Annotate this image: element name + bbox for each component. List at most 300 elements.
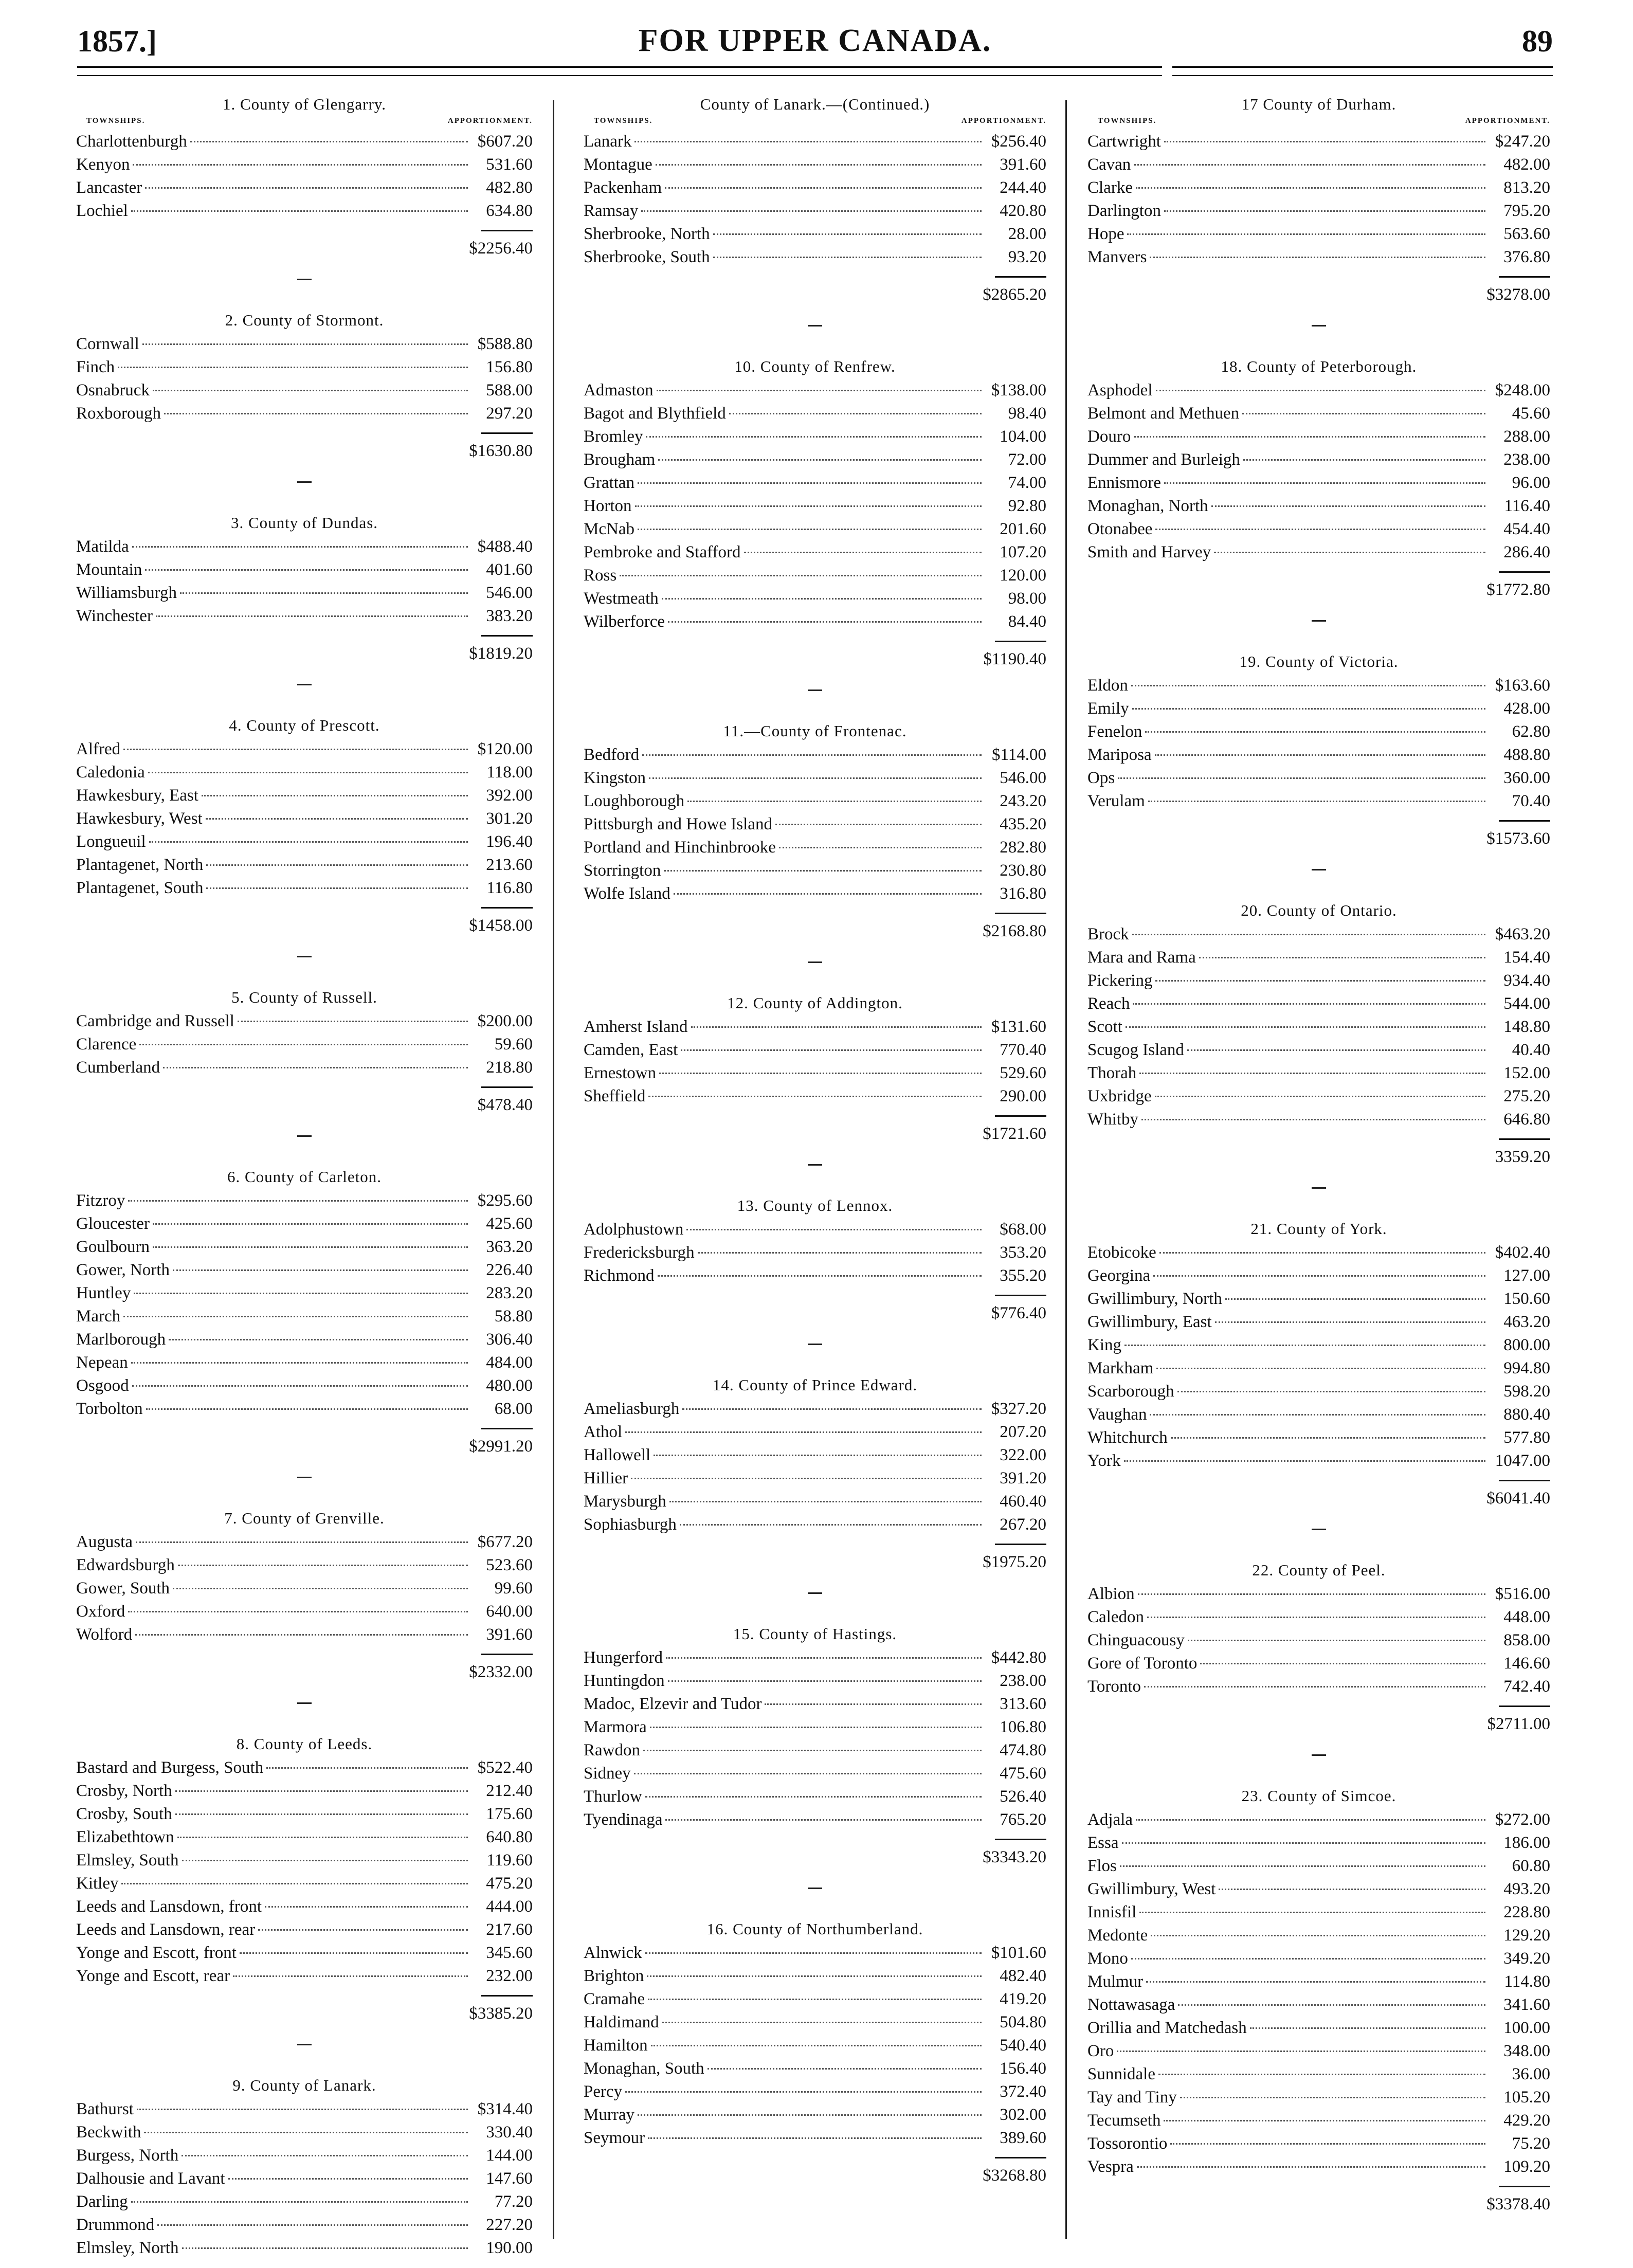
township-name: Darlington — [1087, 202, 1161, 220]
township-name: Marysburgh — [584, 1492, 666, 1511]
dot-leader — [1171, 1437, 1485, 1439]
dot-leader — [648, 2137, 982, 2139]
townships-heading: TOWNSHIPS. — [1098, 117, 1157, 125]
dot-leader — [634, 141, 982, 142]
table-row — [584, 1490, 1046, 1513]
dot-leader — [659, 1073, 982, 1074]
dot-leader — [1132, 934, 1485, 935]
table-row — [584, 767, 1046, 790]
apportionment-value: 127.00 — [1503, 1266, 1550, 1285]
total-rule — [995, 1839, 1046, 1840]
section-separator — [1312, 620, 1326, 622]
apportionment-value: $138.00 — [991, 381, 1046, 400]
county-total: $3343.20 — [983, 1848, 1046, 1866]
table-row — [584, 1988, 1046, 2011]
page-number: 89 — [1522, 24, 1553, 58]
county-title: 16. County of Northumberland. — [706, 1920, 923, 1938]
township-name: Gower, South — [76, 1579, 170, 1598]
total-rule — [481, 907, 533, 909]
apportionment-value: 60.80 — [1512, 1857, 1550, 1875]
township-name: Yonge and Escott, rear — [76, 1967, 230, 1985]
header-rule-right — [1172, 66, 1553, 76]
county-total: $2256.40 — [469, 239, 533, 258]
table-row — [76, 1010, 533, 1033]
dot-leader — [157, 2224, 468, 2226]
section-separator — [297, 279, 312, 280]
table-row — [584, 1085, 1046, 1108]
apportionment-value: 226.40 — [486, 1261, 533, 1279]
dot-leader — [1225, 1298, 1485, 1300]
township-name: Williamsburgh — [76, 584, 177, 602]
table-row — [76, 1189, 533, 1212]
table-row — [76, 2098, 533, 2121]
apportionment-value: 213.60 — [486, 856, 533, 874]
apportionment-value: 68.00 — [494, 1400, 533, 1418]
table-row — [76, 1600, 533, 1623]
apportionment-value: 119.60 — [486, 1851, 533, 1870]
township-name: Adjala — [1087, 1810, 1133, 1829]
apportionment-value: 634.80 — [486, 202, 533, 220]
table-row — [584, 813, 1046, 836]
total-rule — [1499, 1705, 1550, 1707]
total-rule — [1499, 1138, 1550, 1140]
table-row — [1087, 1380, 1550, 1403]
apportionment-value: 207.20 — [1000, 1423, 1046, 1441]
apportionment-value: 45.60 — [1512, 404, 1550, 423]
township-name: Cambridge and Russell — [76, 1012, 234, 1030]
table-row — [1087, 923, 1550, 946]
township-name: Clarke — [1087, 178, 1133, 197]
dot-leader — [1127, 233, 1485, 235]
table-row — [76, 1305, 533, 1328]
dot-leader — [233, 1975, 468, 1977]
county-title: County of Lanark.—(Continued.) — [700, 95, 930, 113]
county-total: $1573.60 — [1486, 829, 1550, 848]
apportionment-value: 238.00 — [1503, 450, 1550, 469]
county-section — [1087, 1787, 1550, 2216]
county-section — [584, 1920, 1046, 2187]
township-name: Marlborough — [76, 1330, 166, 1349]
column-3 — [1087, 95, 1550, 2234]
dot-leader — [648, 1096, 982, 1097]
dot-leader — [164, 413, 468, 414]
county-section — [76, 1509, 533, 1684]
dot-leader — [1145, 731, 1485, 733]
apportionment-value: 232.00 — [486, 1967, 533, 1985]
table-row — [76, 2237, 533, 2260]
apportionment-value: 96.00 — [1512, 474, 1550, 492]
county-total: $3268.80 — [983, 2166, 1046, 2185]
township-name: Gwillimbury, West — [1087, 1880, 1216, 1898]
section-separator — [808, 1164, 822, 1166]
apportionment-value: $101.60 — [991, 1944, 1046, 1962]
section-separator — [808, 325, 822, 326]
dot-leader — [265, 1906, 468, 1908]
table-row — [1087, 674, 1550, 697]
township-name: Ops — [1087, 769, 1115, 787]
dot-leader — [1118, 777, 1485, 779]
apportionment-value: 109.20 — [1503, 2157, 1550, 2176]
table-row — [76, 1351, 533, 1374]
county-total: 3359.20 — [1495, 1148, 1550, 1166]
township-name: Whitby — [1087, 1110, 1138, 1129]
dot-leader — [144, 2132, 468, 2133]
dot-leader — [654, 1455, 982, 1456]
county-section — [76, 716, 533, 937]
table-row — [76, 1398, 533, 1421]
apportionment-value: 40.40 — [1512, 1041, 1550, 1059]
township-name: Wolfe Island — [584, 884, 670, 903]
township-name: Thorah — [1087, 1064, 1137, 1082]
township-name: Edwardsburgh — [76, 1556, 175, 1574]
apportionment-value: 341.60 — [1503, 1995, 1550, 2014]
dot-leader — [681, 1049, 982, 1051]
section-separator — [1312, 1754, 1326, 1756]
apportionment-value: 480.00 — [486, 1376, 533, 1395]
apportionment-value: 363.20 — [486, 1238, 533, 1256]
township-name: Innisfil — [1087, 1903, 1137, 1921]
county-section — [1087, 1220, 1550, 1510]
total-rule — [995, 1295, 1046, 1296]
township-name: March — [76, 1307, 121, 1326]
dot-leader — [638, 482, 982, 484]
table-row — [1087, 246, 1550, 269]
dot-leader — [1180, 2097, 1485, 2098]
section-separator — [1312, 1529, 1326, 1530]
county-total: $6041.40 — [1486, 1489, 1550, 1508]
apportionment-value: 116.80 — [486, 879, 533, 897]
dot-leader — [646, 436, 982, 438]
column-1 — [76, 95, 533, 2257]
county-total: $1721.60 — [983, 1124, 1046, 1143]
township-name: Haldimand — [584, 2013, 659, 2031]
dot-leader — [658, 1275, 982, 1277]
apportionment-value: 474.80 — [1000, 1741, 1046, 1759]
apportionment-value: 36.00 — [1512, 2065, 1550, 2083]
dot-leader — [651, 2045, 982, 2046]
apportionment-value: 175.60 — [486, 1805, 533, 1823]
section-separator — [297, 1477, 312, 1478]
apportionment-value: 372.40 — [1000, 2082, 1046, 2101]
county-total: $2991.20 — [469, 1437, 533, 1456]
county-section — [76, 95, 533, 260]
township-name: Loughborough — [584, 792, 685, 810]
apportionment-value: 454.40 — [1503, 520, 1550, 538]
dot-leader — [1148, 801, 1485, 802]
dot-leader — [645, 1796, 982, 1798]
township-name: Packenham — [584, 178, 662, 197]
apportionment-value: $256.40 — [991, 132, 1046, 151]
dot-leader — [128, 1200, 468, 1202]
table-row — [76, 1282, 533, 1305]
township-name: Yonge and Escott, front — [76, 1944, 237, 1962]
apportionment-value: 290.00 — [1000, 1087, 1046, 1105]
apportionment-value: 227.20 — [486, 2216, 533, 2234]
apportionment-value: 154.40 — [1503, 948, 1550, 967]
apportionment-value: 306.40 — [486, 1330, 533, 1349]
dot-leader — [665, 187, 982, 189]
table-row — [1087, 2109, 1550, 2132]
apportionment-value: 504.80 — [1000, 2013, 1046, 2031]
township-name: Westmeath — [584, 589, 659, 608]
dot-leader — [182, 2155, 468, 2156]
dot-leader — [136, 1541, 468, 1543]
township-name: Smith and Harvey — [1087, 543, 1211, 561]
apportionment-value: 420.80 — [1000, 202, 1046, 220]
table-row — [1087, 720, 1550, 743]
dot-leader — [1170, 2143, 1485, 2145]
dot-leader — [779, 847, 982, 848]
county-title: 3. County of Dundas. — [230, 514, 378, 532]
table-row — [584, 425, 1046, 448]
township-name: Tossorontio — [1087, 2134, 1168, 2153]
table-row — [1087, 790, 1550, 813]
table-row — [1087, 425, 1550, 448]
township-name: Percy — [584, 2082, 623, 2101]
table-row — [1087, 495, 1550, 518]
table-row — [76, 1212, 533, 1236]
apportionment-heading: APPORTIONMENT. — [961, 117, 1046, 125]
dot-leader — [202, 795, 468, 796]
table-row — [584, 1716, 1046, 1739]
township-name: Gloucester — [76, 1214, 150, 1233]
apportionment-value: 800.00 — [1503, 1336, 1550, 1354]
dot-leader — [1164, 141, 1485, 142]
township-name: Whitchurch — [1087, 1428, 1168, 1447]
column-headings — [76, 117, 533, 130]
apportionment-value: $314.40 — [477, 2100, 533, 2118]
township-name: Fenelon — [1087, 722, 1142, 741]
dot-leader — [1164, 482, 1485, 484]
township-name: York — [1087, 1451, 1121, 1470]
township-name: Cartwright — [1087, 132, 1161, 151]
dot-leader — [1139, 1073, 1485, 1074]
total-rule — [1499, 1480, 1550, 1481]
dot-leader — [1150, 1414, 1485, 1416]
dot-leader — [258, 1929, 468, 1931]
dot-leader — [132, 1385, 468, 1387]
apportionment-value: 349.20 — [1503, 1949, 1550, 1968]
dot-leader — [173, 1269, 468, 1271]
dot-leader — [1137, 2166, 1485, 2168]
table-row — [76, 877, 533, 900]
dot-leader — [1136, 1819, 1485, 1821]
section-separator — [1312, 869, 1326, 870]
apportionment-value: 218.80 — [486, 1058, 533, 1077]
township-name: Brougham — [584, 450, 656, 469]
apportionment-value: 144.00 — [486, 2146, 533, 2165]
apportionment-value: 383.20 — [486, 607, 533, 625]
table-row — [76, 1056, 533, 1079]
table-row — [76, 2190, 533, 2213]
table-row — [76, 1033, 533, 1056]
table-row — [584, 1670, 1046, 1693]
township-name: Georgina — [1087, 1266, 1151, 1285]
apportionment-value: 186.00 — [1503, 1834, 1550, 1852]
township-name: Rawdon — [584, 1741, 640, 1759]
dot-leader — [139, 1044, 468, 1045]
township-name: Ameliasburgh — [584, 1400, 680, 1418]
township-name: Portland and Hinchinbrooke — [584, 838, 776, 857]
dot-leader — [668, 621, 982, 623]
township-name: Mono — [1087, 1949, 1128, 1968]
apportionment-value: 62.80 — [1512, 722, 1550, 741]
dot-leader — [687, 801, 982, 802]
total-rule — [995, 913, 1046, 914]
table-row — [584, 518, 1046, 541]
township-name: Sidney — [584, 1764, 631, 1783]
table-row — [1087, 992, 1550, 1015]
township-name: Matilda — [76, 537, 129, 556]
township-name: Lochiel — [76, 202, 128, 220]
dot-leader — [662, 2022, 982, 2023]
township-name: Hungerford — [584, 1648, 663, 1667]
apportionment-value: 463.20 — [1503, 1313, 1550, 1331]
dot-leader — [153, 1223, 468, 1225]
apportionment-value: 858.00 — [1503, 1631, 1550, 1649]
apportionment-value: 770.40 — [1000, 1041, 1046, 1059]
apportionment-value: $607.20 — [477, 132, 533, 151]
table-row — [584, 859, 1046, 882]
township-name: Hawkesbury, East — [76, 786, 198, 805]
dot-leader — [1136, 187, 1485, 189]
township-name: Wolford — [76, 1625, 133, 1644]
apportionment-value: 288.00 — [1503, 427, 1550, 446]
county-section — [584, 1196, 1046, 1325]
township-name: Winchester — [76, 607, 153, 625]
table-row — [584, 2034, 1046, 2057]
dot-leader — [1158, 2074, 1485, 2075]
apportionment-value: 244.40 — [1000, 178, 1046, 197]
table-row — [584, 402, 1046, 425]
table-row — [1087, 1039, 1550, 1062]
apportionment-value: 529.60 — [1000, 1064, 1046, 1082]
county-section — [1087, 1561, 1550, 1736]
township-name: Tyendinaga — [584, 1810, 663, 1829]
table-row — [76, 830, 533, 854]
township-name: Adolphustown — [584, 1220, 684, 1239]
county-title: 11.—County of Frontenac. — [723, 722, 907, 740]
dot-leader — [182, 1860, 468, 1861]
township-name: Tecumseth — [1087, 2111, 1161, 2130]
dot-leader — [1200, 1663, 1485, 1664]
county-section — [76, 1168, 533, 1458]
apportionment-value: 286.40 — [1503, 543, 1550, 561]
dot-leader — [647, 1975, 982, 1977]
table-row — [584, 1808, 1046, 1831]
dot-leader — [1120, 1865, 1485, 1867]
table-row — [1087, 1426, 1550, 1449]
table-row — [1087, 1606, 1550, 1629]
table-row — [584, 246, 1046, 269]
apportionment-value: 523.60 — [486, 1556, 533, 1574]
apportionment-value: 98.00 — [1008, 589, 1046, 608]
township-name: Bromley — [584, 427, 643, 446]
dot-leader — [149, 841, 468, 843]
dot-leader — [206, 864, 468, 866]
table-row — [76, 1554, 533, 1577]
township-name: Cornwall — [76, 335, 139, 353]
table-row — [1087, 1924, 1550, 1947]
header-rule-left — [77, 66, 1162, 76]
table-row — [1087, 199, 1550, 223]
township-name: Madoc, Elzevir and Tudor — [584, 1695, 762, 1713]
total-rule — [1499, 571, 1550, 573]
table-row — [584, 1739, 1046, 1762]
dot-leader — [1187, 1049, 1485, 1051]
table-row — [584, 448, 1046, 471]
county-title: 21. County of York. — [1250, 1220, 1387, 1238]
table-row — [76, 1942, 533, 1965]
table-row — [1087, 1855, 1550, 1878]
township-name: Scugog Island — [1087, 1041, 1184, 1059]
township-name: Athol — [584, 1423, 623, 1441]
table-row — [76, 1826, 533, 1849]
township-name: Scarborough — [1087, 1382, 1174, 1401]
apportionment-value: 640.00 — [486, 1602, 533, 1621]
apportionment-value: 116.40 — [1504, 497, 1550, 515]
township-name: Tay and Tiny — [1087, 2088, 1177, 2107]
apportionment-value: 934.40 — [1503, 971, 1550, 990]
township-name: Alfred — [76, 740, 121, 758]
dot-leader — [1164, 210, 1485, 212]
county-total: $1772.80 — [1486, 580, 1550, 599]
section-separator — [808, 1344, 822, 1345]
apportionment-value: 598.20 — [1503, 1382, 1550, 1401]
dot-leader — [1188, 1640, 1485, 1641]
dot-leader — [1178, 2004, 1485, 2006]
table-row — [584, 2057, 1046, 2080]
county-section — [584, 1376, 1046, 1574]
apportionment-value: 114.80 — [1504, 1972, 1550, 1991]
apportionment-value: 58.80 — [494, 1307, 533, 1326]
township-name: Admaston — [584, 381, 654, 400]
dot-leader — [1155, 1096, 1485, 1097]
dot-leader — [1156, 390, 1486, 391]
total-rule — [1499, 2186, 1550, 2187]
apportionment-value: 360.00 — [1503, 769, 1550, 787]
table-row — [1087, 1901, 1550, 1924]
table-row — [1087, 176, 1550, 199]
total-rule — [481, 635, 533, 637]
township-name: Cramahe — [584, 1990, 645, 2008]
township-name: Bagot and Blythfield — [584, 404, 726, 423]
apportionment-value: 540.40 — [1000, 2036, 1046, 2055]
apportionment-value: 100.00 — [1503, 2019, 1550, 2037]
apportionment-value: 330.40 — [486, 2123, 533, 2142]
apportionment-value: 98.40 — [1008, 404, 1046, 423]
table-row — [76, 1756, 533, 1780]
dot-leader — [707, 2068, 982, 2070]
dot-leader — [132, 546, 468, 548]
township-name: Douro — [1087, 427, 1131, 446]
dot-leader — [169, 1339, 468, 1340]
dot-leader — [1156, 1368, 1485, 1369]
apportionment-value: 475.20 — [486, 1874, 533, 1893]
table-row — [584, 1218, 1046, 1241]
township-name: Mountain — [76, 560, 142, 579]
apportionment-value: 230.80 — [1000, 861, 1046, 880]
township-name: Marmora — [584, 1718, 647, 1736]
section-separator — [297, 1135, 312, 1137]
township-name: Kingston — [584, 769, 646, 787]
table-row — [76, 1780, 533, 1803]
apportionment-value: 107.20 — [1000, 543, 1046, 561]
dot-leader — [148, 772, 468, 773]
dot-leader — [123, 1316, 468, 1317]
township-name: Fitzroy — [76, 1191, 125, 1210]
township-name: Pittsburgh and Howe Island — [584, 815, 772, 833]
